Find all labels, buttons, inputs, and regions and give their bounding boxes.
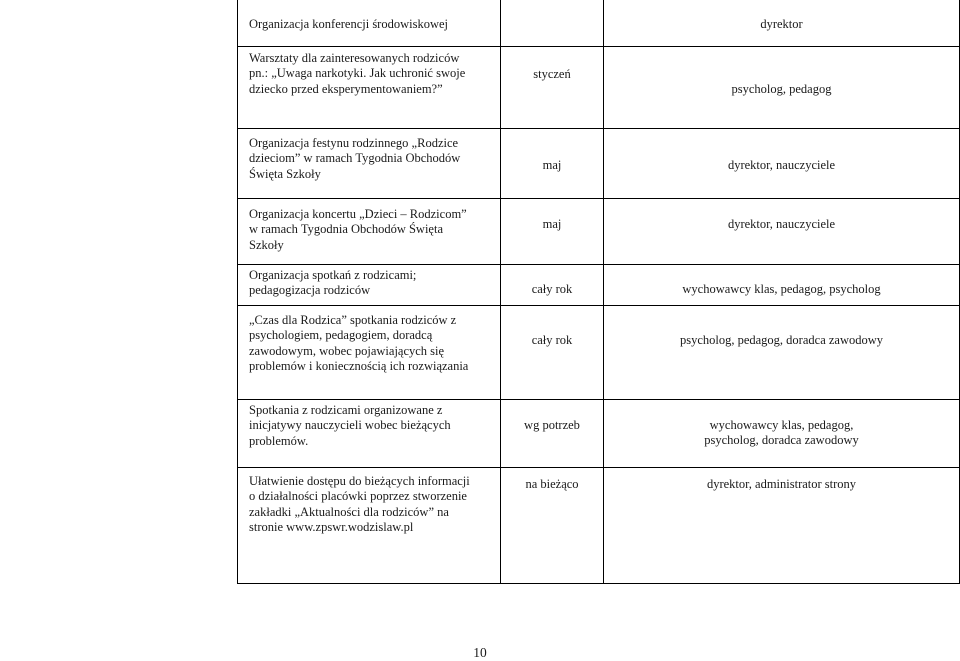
- responsible-text: wychowawcy klas, pedagog, psycholog: [682, 281, 881, 296]
- term-cell: [501, 399, 604, 467]
- term-cell: [501, 264, 604, 305]
- term-text: styczeń: [533, 66, 571, 81]
- responsible-text: dyrektor: [760, 17, 803, 31]
- responsible-text: dyrektor, administrator strony: [706, 476, 857, 491]
- responsible-cell: [604, 264, 960, 305]
- page-number: 10: [473, 645, 487, 660]
- responsible-cell: [604, 0, 960, 46]
- table-row: [238, 46, 960, 128]
- responsible-cell: [604, 198, 960, 264]
- table-row: [238, 399, 960, 467]
- term-cell: [501, 305, 604, 399]
- task-text: Organizacja festynu rodzinnego „Rodzice dzieciom” w ramach Tygodnia Obchodów Święta Szkoły: [249, 135, 461, 181]
- task-cell: [238, 46, 501, 128]
- task-text: Organizacja spotkań z rodzicami; pedagogizacja rodziców: [249, 267, 417, 297]
- task-text: Warsztaty dla zainteresowanych rodziców pn.: „Uwaga narkotyki. Jak uchronić swoje dziecko przed eksperymentowaniem?”: [249, 50, 466, 96]
- task-cell: [238, 305, 501, 399]
- responsible-cell: [604, 46, 960, 128]
- responsible-text: psycholog, pedagog: [731, 81, 832, 96]
- term-text: maj: [542, 216, 562, 231]
- task-cell: [238, 264, 501, 305]
- term-cell: [501, 46, 604, 128]
- task-text: Spotkania z rodzicami organizowane z inicjatywy nauczycieli wobec bieżących problemów.: [249, 402, 451, 448]
- responsible-text: wychowawcy klas, pedagog, psycholog, doradca zawodowy: [704, 417, 859, 447]
- term-text: cały rok: [531, 281, 573, 296]
- task-cell: [238, 467, 501, 583]
- table-row: [238, 128, 960, 198]
- table-row: [238, 467, 960, 583]
- term-cell: [501, 467, 604, 583]
- responsible-cell: [604, 467, 960, 583]
- responsible-text: psycholog, pedagog, doradca zawodowy: [679, 332, 884, 347]
- term-cell: [501, 128, 604, 198]
- responsible-cell: [604, 305, 960, 399]
- table-row: [238, 0, 960, 46]
- task-cell: [238, 0, 501, 46]
- task-text: Ułatwienie dostępu do bieżących informacji o działalności placówki poprzez stworzenie zakładki „Aktualności dla rodziców” na stronie www.zpswr.wodzislaw.pl: [249, 473, 470, 534]
- task-text: Organizacja konferencji środowiskowej: [249, 17, 449, 31]
- task-cell: [238, 399, 501, 467]
- responsible-cell: [604, 128, 960, 198]
- table-row: [238, 305, 960, 399]
- term-text: maj: [542, 157, 562, 172]
- term-cell: [501, 0, 604, 46]
- table-row: [238, 264, 960, 305]
- activities-table: [237, 0, 960, 584]
- task-text: „Czas dla Rodzica” spotkania rodziców z psychologiem, pedagogiem, doradcą zawodowym, wobec pojawiających się problemów i koniecznością ich rozwiązania: [249, 312, 469, 373]
- responsible-text: dyrektor, nauczyciele: [727, 216, 836, 231]
- responsible-cell: [604, 399, 960, 467]
- task-text: Organizacja koncertu „Dzieci – Rodzicom” w ramach Tygodnia Obchodów Święta Szkoły: [249, 206, 467, 252]
- term-text: cały rok: [531, 332, 573, 347]
- responsible-text: dyrektor, nauczyciele: [727, 157, 836, 172]
- task-cell: [238, 128, 501, 198]
- table-row: [238, 198, 960, 264]
- term-text: wg potrzeb: [524, 417, 580, 432]
- term-cell: [501, 198, 604, 264]
- term-text: na bieżąco: [525, 476, 579, 491]
- task-cell: [238, 198, 501, 264]
